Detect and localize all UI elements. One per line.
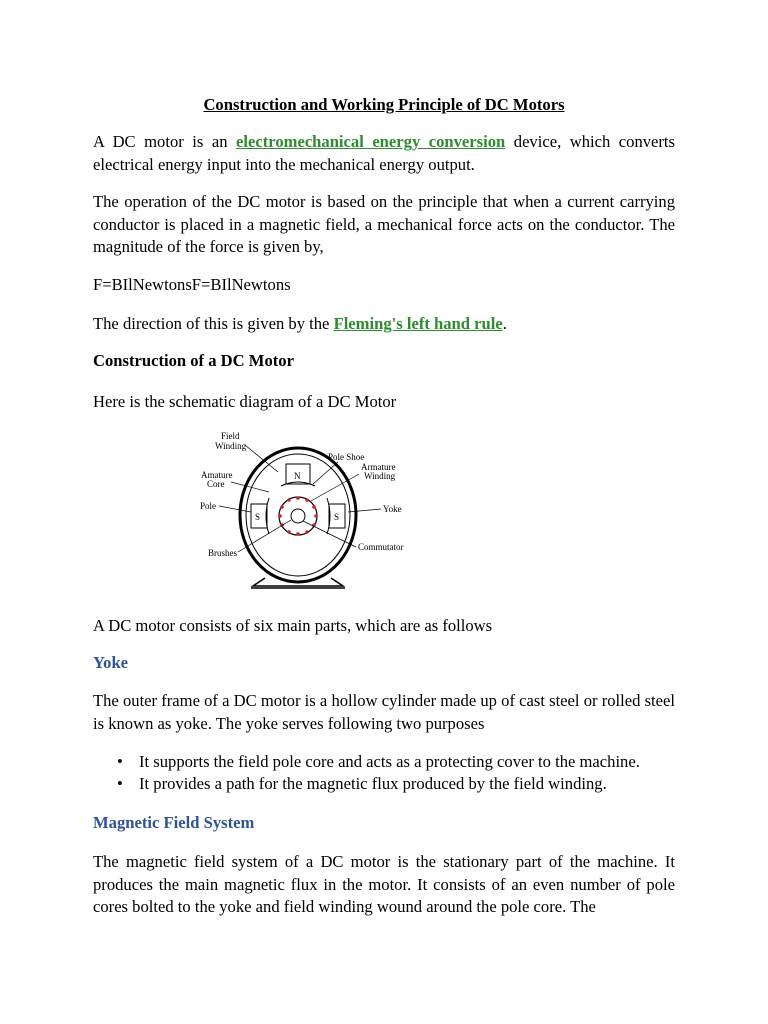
direction-paragraph: [93, 313, 675, 336]
direction-text-after: .: [502, 314, 507, 333]
yoke-heading: Yoke: [93, 653, 129, 672]
pole-n-label: N: [294, 471, 301, 481]
pole-shoe-label: Pole Shoe: [328, 452, 365, 462]
list-item: [93, 752, 675, 772]
pole-s-left-label: S: [255, 512, 261, 522]
intro-text-before: A DC motor is an: [93, 132, 237, 151]
bullet-icon: •: [117, 773, 123, 793]
intro-text-after: device, which converts electrical energy input into the mechanical energy output.: [93, 132, 675, 174]
armature-core-label-1: Amature: [201, 470, 233, 480]
yoke-label: Yoke: [383, 504, 402, 514]
principle-paragraph: The operation of the DC motor is based on the principle that when a current carrying conductor is placed in a magnetic field, a mechanical force acts on the conductor. The magnitude of the force is given by,: [93, 192, 675, 256]
armature-core: [279, 497, 317, 535]
magnetic-field-heading: Magnetic Field System: [93, 813, 255, 832]
construction-heading: Construction of a DC Motor: [93, 351, 294, 370]
armature-winding-label-1: Armature: [361, 462, 396, 472]
bullet-icon: •: [117, 752, 123, 771]
six-parts-paragraph: A DC motor consists of six main parts, which are as follows: [93, 616, 493, 635]
commutator-label: Commutator: [358, 542, 404, 552]
pole-label: Pole: [200, 501, 217, 511]
force-formula: F=BIlNewtonsF=BIlNewtons: [93, 275, 291, 294]
field-winding-label-2: Winding: [215, 441, 247, 451]
armature-core-label-2: Core: [207, 479, 225, 489]
list-item-text: It provides a path for the magnetic flux produced by the field winding.: [139, 773, 607, 793]
electromechanical-link[interactable]: electromechanical energy conversion: [236, 132, 506, 151]
dc-motor-diagram: [193, 428, 423, 593]
direction-text-before: The direction of this is given by the: [93, 314, 334, 333]
page-title: Construction and Working Principle of DC Motors: [203, 95, 565, 114]
schematic-intro: Here is the schematic diagram of a DC Motor: [93, 392, 397, 411]
flemings-rule-link[interactable]: Fleming's left hand rule: [333, 314, 503, 333]
armature-winding-label-2: Winding: [364, 471, 396, 481]
yoke-purposes-list: [93, 752, 675, 795]
list-item: [93, 774, 675, 794]
list-item-text: It supports the field pole core and acts as a protecting cover to the machine.: [139, 752, 640, 771]
brushes-label: Brushes: [208, 548, 237, 558]
magnetic-field-paragraph: The magnetic field system of a DC motor is the stationary part of the machine. It produces the main magnetic flux in the motor. It consists of an even number of pole cores bolted to the yoke and field winding wound around the pole core. The: [93, 852, 675, 916]
field-winding-label-1: Field: [221, 431, 240, 441]
intro-paragraph: [93, 131, 675, 176]
yoke-paragraph: The outer frame of a DC motor is a hollow cylinder made up of cast steel or rolled steel is known as yoke. The yoke serves following two purposes: [93, 691, 675, 733]
pole-s-right-label: S: [334, 512, 340, 522]
